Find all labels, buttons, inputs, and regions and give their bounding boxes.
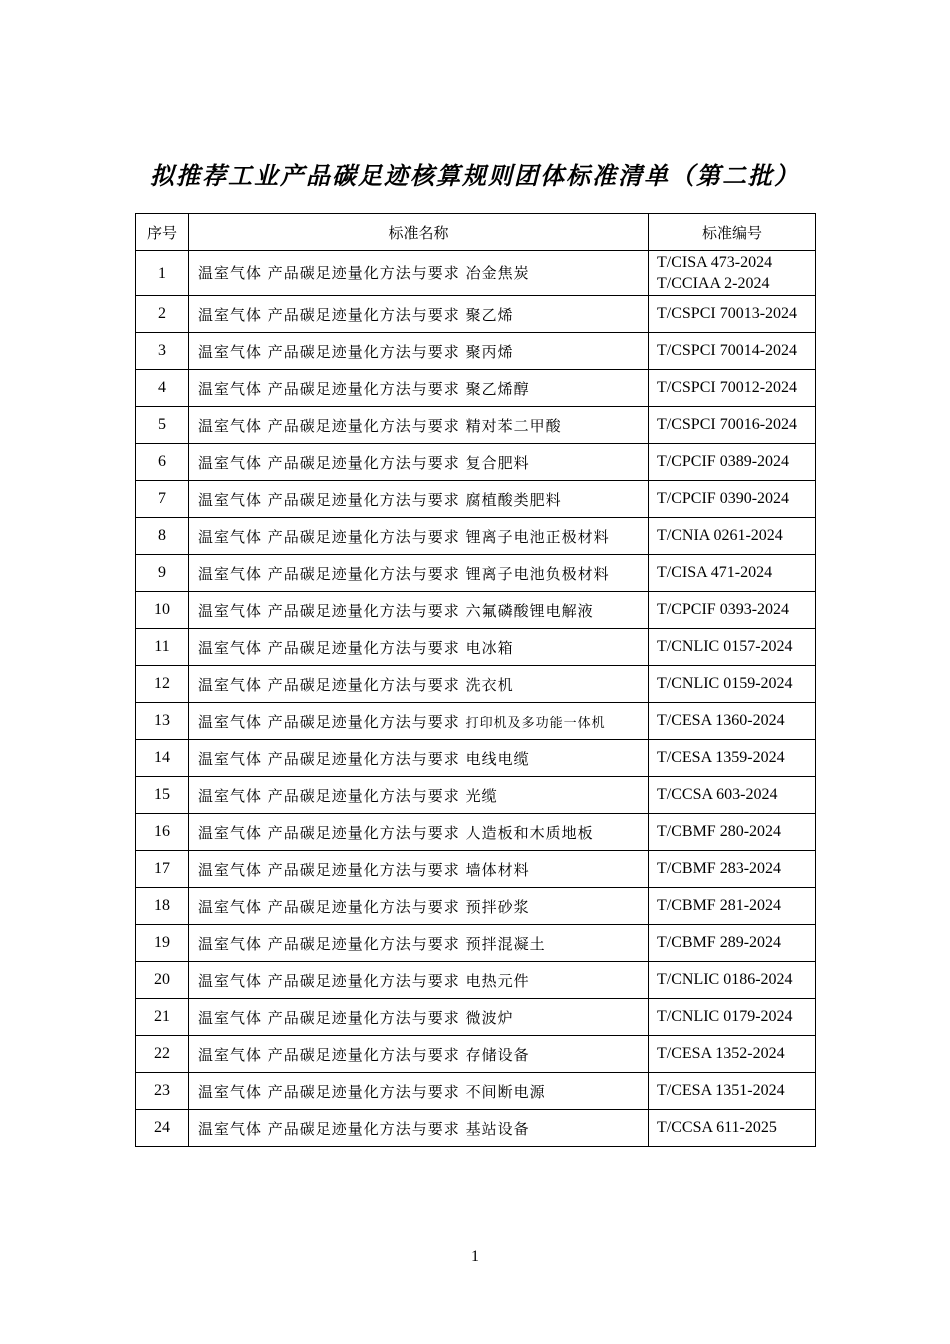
standard-name-product: 人造板和木质地板: [465, 823, 594, 842]
row-number: 20: [136, 962, 189, 999]
standard-name-product: 洗衣机: [465, 675, 514, 694]
standard-name-product: 聚乙烯: [465, 305, 514, 324]
standard-name-prefix: 温室气体 产品碳足迹量化方法与要求: [198, 823, 460, 842]
standard-name-prefix: 温室气体 产品碳足迹量化方法与要求: [198, 564, 460, 583]
standard-name-product: 腐植酸类肥料: [465, 490, 562, 509]
page-title: 拟推荐工业产品碳足迹核算规则团体标准清单（第二批）: [150, 161, 800, 190]
table-row: [136, 251, 816, 296]
row-number: 2: [136, 296, 189, 333]
table-row: [136, 1036, 816, 1073]
standard-code: T/CSPCI 70013-2024: [649, 296, 816, 333]
row-number: 15: [136, 777, 189, 814]
standard-code: [649, 251, 816, 296]
standard-code: T/CBMF 289-2024: [649, 925, 816, 962]
header-no: 序号: [136, 214, 189, 251]
standard-name-prefix: 温室气体 产品碳足迹量化方法与要求: [198, 786, 460, 805]
table-row: [136, 777, 816, 814]
standard-name-prefix: 温室气体 产品碳足迹量化方法与要求: [198, 971, 460, 990]
row-number: 24: [136, 1110, 189, 1147]
standard-name-product: 墙体材料: [465, 860, 530, 879]
standard-name-product: 六氟磷酸锂电解液: [465, 601, 594, 620]
standard-name-prefix: 温室气体 产品碳足迹量化方法与要求: [198, 1045, 460, 1064]
standard-name-product: 不间断电源: [465, 1082, 546, 1101]
standard-name: [189, 370, 649, 407]
standard-name-product: 存储设备: [465, 1045, 530, 1064]
row-number: 6: [136, 444, 189, 481]
table-row: [136, 333, 816, 370]
standard-name: [189, 666, 649, 703]
standard-name: [189, 814, 649, 851]
standard-code: T/CSPCI 70014-2024: [649, 333, 816, 370]
standards-table: [135, 213, 816, 1147]
standard-name-product: 微波炉: [465, 1008, 514, 1027]
standard-name: [189, 1073, 649, 1110]
table-row: [136, 1110, 816, 1147]
standard-name-prefix: 温室气体 产品碳足迹量化方法与要求: [198, 305, 460, 324]
standard-name-product: 锂离子电池负极材料: [465, 564, 610, 583]
standard-code: T/CSPCI 70012-2024: [649, 370, 816, 407]
table-row: [136, 518, 816, 555]
standard-name: [189, 999, 649, 1036]
standard-name: [189, 1110, 649, 1147]
table-row: [136, 851, 816, 888]
standard-code: T/CNLIC 0179-2024: [649, 999, 816, 1036]
standard-code: T/CPCIF 0389-2024: [649, 444, 816, 481]
standard-name-product: 预拌砂浆: [465, 897, 530, 916]
row-number: 23: [136, 1073, 189, 1110]
standard-name-product: 电冰箱: [465, 638, 514, 657]
standard-name: [189, 851, 649, 888]
standard-name-product: 锂离子电池正极材料: [465, 527, 610, 546]
table-row: [136, 629, 816, 666]
standard-name-product: 基站设备: [465, 1119, 530, 1138]
standard-code: T/CNIA 0261-2024: [649, 518, 816, 555]
standard-name: [189, 407, 649, 444]
standard-name-product: 复合肥料: [465, 453, 530, 472]
standard-name-prefix: 温室气体 产品碳足迹量化方法与要求: [198, 897, 460, 916]
table-row: [136, 370, 816, 407]
standard-name: [189, 592, 649, 629]
standard-code: T/CNLIC 0159-2024: [649, 666, 816, 703]
table-row: [136, 555, 816, 592]
standard-code-secondary: T/CCIAA 2-2024: [657, 275, 770, 292]
standard-name: [189, 1036, 649, 1073]
row-number: 16: [136, 814, 189, 851]
header-code: 标准编号: [649, 214, 816, 251]
standard-name-prefix: 温室气体 产品碳足迹量化方法与要求: [198, 1008, 460, 1027]
standard-name-prefix: 温室气体 产品碳足迹量化方法与要求: [198, 1082, 460, 1101]
standard-name-prefix: 温室气体 产品碳足迹量化方法与要求: [198, 263, 460, 282]
row-number: 3: [136, 333, 189, 370]
standard-code: T/CNLIC 0186-2024: [649, 962, 816, 999]
standard-name: [189, 962, 649, 999]
standard-name-product: 预拌混凝土: [465, 934, 546, 953]
row-number: 18: [136, 888, 189, 925]
standard-name-prefix: 温室气体 产品碳足迹量化方法与要求: [198, 527, 460, 546]
table-row: [136, 444, 816, 481]
standard-name: [189, 888, 649, 925]
standard-name-product: 冶金焦炭: [465, 263, 530, 282]
standard-code: T/CCSA 611-2025: [649, 1110, 816, 1147]
row-number: 10: [136, 592, 189, 629]
standard-code: T/CBMF 281-2024: [649, 888, 816, 925]
table-row: [136, 666, 816, 703]
standard-name: [189, 925, 649, 962]
standard-name-product: 精对苯二甲酸: [465, 416, 562, 435]
standard-name-product: 聚丙烯: [465, 342, 514, 361]
standard-name-prefix: 温室气体 产品碳足迹量化方法与要求: [198, 453, 460, 472]
standard-name-prefix: 温室气体 产品碳足迹量化方法与要求: [198, 638, 460, 657]
standard-code: T/CPCIF 0390-2024: [649, 481, 816, 518]
table-row: [136, 962, 816, 999]
row-number: 8: [136, 518, 189, 555]
standard-name: [189, 296, 649, 333]
row-number: 17: [136, 851, 189, 888]
standard-code: T/CESA 1359-2024: [649, 740, 816, 777]
row-number: 1: [136, 251, 189, 296]
header-name: 标准名称: [189, 214, 649, 251]
standard-name-product: 聚乙烯醇: [465, 379, 530, 398]
row-number: 21: [136, 999, 189, 1036]
standard-name: [189, 740, 649, 777]
table-row: [136, 999, 816, 1036]
standard-name: [189, 251, 649, 296]
standard-name-prefix: 温室气体 产品碳足迹量化方法与要求: [198, 934, 460, 953]
table-row: [136, 740, 816, 777]
standard-name-prefix: 温室气体 产品碳足迹量化方法与要求: [198, 379, 460, 398]
row-number: 19: [136, 925, 189, 962]
standard-name-prefix: 温室气体 产品碳足迹量化方法与要求: [198, 712, 460, 731]
standard-code: T/CNLIC 0157-2024: [649, 629, 816, 666]
standard-name-prefix: 温室气体 产品碳足迹量化方法与要求: [198, 675, 460, 694]
table-row: [136, 296, 816, 333]
row-number: 7: [136, 481, 189, 518]
standard-code-primary: T/CISA 473-2024: [657, 254, 773, 271]
table-row: [136, 407, 816, 444]
row-number: 9: [136, 555, 189, 592]
table-row: [136, 814, 816, 851]
row-number: 22: [136, 1036, 189, 1073]
table-row: [136, 481, 816, 518]
standard-name: [189, 481, 649, 518]
table-row: [136, 925, 816, 962]
standard-code: T/CBMF 280-2024: [649, 814, 816, 851]
row-number: 5: [136, 407, 189, 444]
row-number: 11: [136, 629, 189, 666]
standard-name: [189, 333, 649, 370]
standard-name-prefix: 温室气体 产品碳足迹量化方法与要求: [198, 749, 460, 768]
standard-name: [189, 444, 649, 481]
standard-name-prefix: 温室气体 产品碳足迹量化方法与要求: [198, 490, 460, 509]
table-row: [136, 1073, 816, 1110]
row-number: 12: [136, 666, 189, 703]
page-number: 1: [471, 1248, 479, 1265]
standard-code: T/CESA 1352-2024: [649, 1036, 816, 1073]
table-header-row: [136, 214, 816, 251]
row-number: 13: [136, 703, 189, 740]
table-row: [136, 592, 816, 629]
standard-code: T/CESA 1360-2024: [649, 703, 816, 740]
table-row: [136, 703, 816, 740]
standard-name-product: 光缆: [465, 786, 498, 805]
standard-name: [189, 629, 649, 666]
row-number: 14: [136, 740, 189, 777]
standard-name: [189, 777, 649, 814]
standard-name-prefix: 温室气体 产品碳足迹量化方法与要求: [198, 1119, 460, 1138]
standard-code: T/CCSA 603-2024: [649, 777, 816, 814]
standard-name-product: 打印机及多功能一体机: [465, 715, 606, 731]
standard-name: [189, 555, 649, 592]
standard-code: T/CISA 471-2024: [649, 555, 816, 592]
standard-code: T/CPCIF 0393-2024: [649, 592, 816, 629]
standard-name-prefix: 温室气体 产品碳足迹量化方法与要求: [198, 601, 460, 620]
standard-name: [189, 518, 649, 555]
standard-name-product: 电线电缆: [465, 749, 530, 768]
standard-name-prefix: 温室气体 产品碳足迹量化方法与要求: [198, 342, 460, 361]
standard-code: T/CESA 1351-2024: [649, 1073, 816, 1110]
standard-name-prefix: 温室气体 产品碳足迹量化方法与要求: [198, 416, 460, 435]
table-row: [136, 888, 816, 925]
standard-name: [189, 703, 649, 740]
row-number: 4: [136, 370, 189, 407]
standard-code: T/CBMF 283-2024: [649, 851, 816, 888]
standard-name-product: 电热元件: [465, 971, 530, 990]
standard-code: T/CSPCI 70016-2024: [649, 407, 816, 444]
standard-name-prefix: 温室气体 产品碳足迹量化方法与要求: [198, 860, 460, 879]
